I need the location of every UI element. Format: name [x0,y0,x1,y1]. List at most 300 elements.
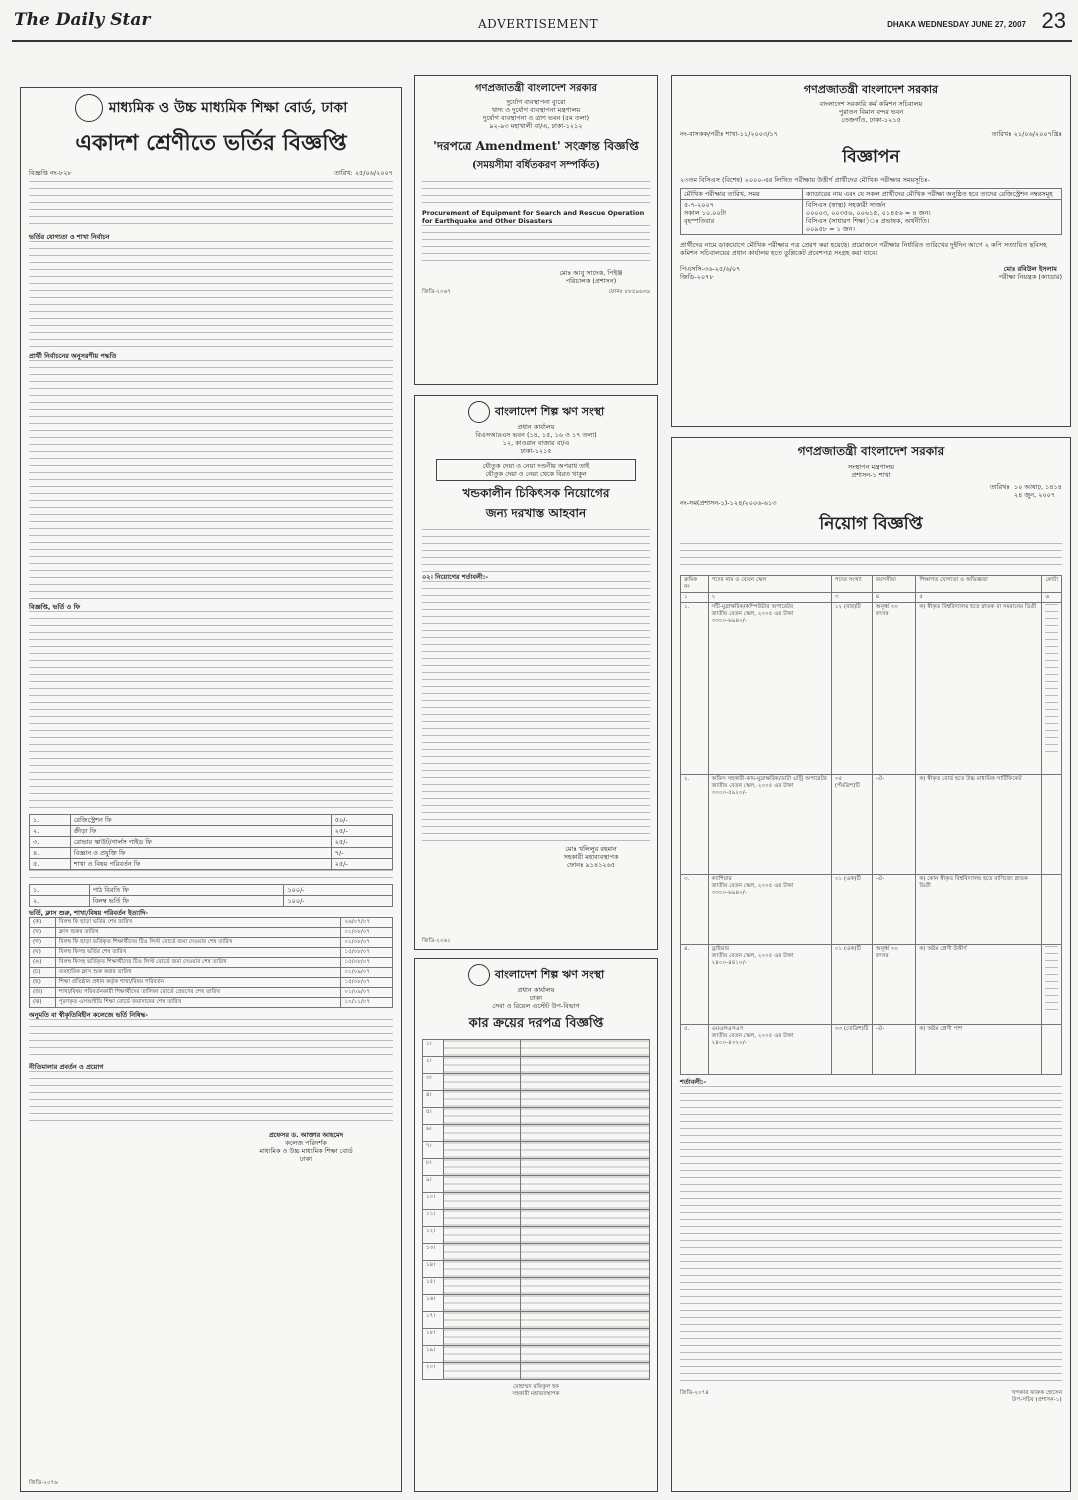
bsrs2-title: কার ক্রয়ের দরপত্র বিজ্ঞপ্তি [468,1016,604,1031]
col-num: ১ [681,593,709,603]
table-row [423,1176,650,1193]
psc-l2: পুরাতন বিমান বন্দর ভবন [838,108,904,116]
table-row [423,1193,650,1210]
date-value: ১৫/০৮/০৭ [341,978,393,988]
post-count: ৩৫ (পঁয়ত্রিশ)টি [831,775,872,875]
date-item: বিলম্ব ফিসহ ভর্তির শেষ তারিখ [55,948,341,958]
board-admission-notice [20,87,402,1492]
fee-amount: ১০০/- [284,896,393,907]
tender-row-detail [521,1295,650,1312]
section-label: ADVERTISEMENT [478,17,599,31]
fee-n: ২. [30,896,90,907]
signer-name: প্রফেসর ড. আক্তার আহমেদ [268,1131,344,1139]
viva-date: ৫-৭-২০০৭ [684,201,715,209]
board-org: মাধ্যমিক ও উচ্চ মাধ্যমিক শিক্ষা বোর্ড, ঢাকা [108,100,348,116]
cadre-1: বিসিএস (স্বাস্থ্য) সহকারী সার্জন [805,201,886,209]
tender-row-n: ১৭। [423,1312,444,1329]
tender-row-item [444,1108,521,1125]
ministry-terms: শর্তাবলী:- [680,1078,707,1086]
bsrs1-body-b [422,581,650,841]
fee-n: ১. [30,885,90,896]
signer-city: ঢাকা [300,1155,312,1163]
fee-amount: ২৫/- [331,837,392,848]
warning-line-1: যৌতুক দেয়া ও নেয়া দণ্ডনীয় অপরাধ তাই [482,462,590,470]
date-n: (ঝ) [30,998,56,1008]
tender-row-item [444,1142,521,1159]
signer-name: মোঃ রবিউল ইসলাম [1003,265,1057,273]
tender-row-item [444,1261,521,1278]
post-qualification: ক) স্বীকৃত বিশ্ববিদ্যালয় হতে স্নাতক বা সমমানের ডিগ্রী [916,603,1042,775]
tender-row-n: ১৬। [423,1295,444,1312]
date-value: ১৫/০৮/০৭ [341,948,393,958]
signer-name: মোঃ খলিলুর রহমান [565,845,617,853]
bsrs1-addr3: ঢাকা-১২১৫ [520,447,552,455]
date-n: (ঙ) [30,958,56,968]
table-row [423,1074,650,1091]
tender-row-n: ১৮। [423,1329,444,1346]
psc-note: প্রার্থীদের নামে ডাকযোগে মৌখিক পরীক্ষার পত্র প্রেরণ করা হয়েছে। প্রয়োজনে পরীক্ষার নির্ধারিত তারিখের দুইদিন আগে ২ কপি সত্যায়িত ছবিসহ কমিশন সচিবালয়ের প্রধান কার্যালয় হতে ডুপ্লিকেট প্রবেশপত্র সংগ্রহ করা যাবে। [680,241,1047,257]
disaster-title: 'দরপত্রে Amendment' সংক্রান্ত বিজ্ঞপ্তি [433,139,639,153]
post-name-cell [708,603,831,775]
signer-phone: ফোনঃ ৯১৪১২৬৫ [566,861,616,869]
table-row [681,775,1062,875]
board-ref: বিজ্ঞপ্তি নং-৮২৮ [29,169,72,177]
post-name: ক্যাশিয়ার [711,876,732,882]
board-section-4: ভর্তি, ক্লাস শুরু, শাখা/বিষয় পরিবর্তন ইত্যাদি- [29,909,149,917]
bsrs2-sub: প্রধান কার্যালয় [517,986,555,994]
bsrs1-conditions: ০২। নিয়োগের শর্তাবলী:- [422,573,489,581]
date-item: শাখা/বিষয় পরিবর্তনকারী শিক্ষার্থীদের তালিকা বোর্ডে প্রেরণের শেষ তারিখ [55,988,341,998]
date-value: ২৬/০৭/০৭ [341,918,393,928]
table-row [30,885,393,896]
post-scale: জাতীয় বেতন স্কেল, ২০০৫ এর টাকা ৩৩০০-৬৯৪০/- [711,611,794,624]
post-n: ২. [681,775,709,875]
fee-amount: ১০০/- [284,885,393,896]
post-qualification: ক) অষ্টম শ্রেণী উত্তীর্ণ [916,945,1042,1025]
dateline: DHAKA WEDNESDAY JUNE 27, 2007 [887,20,1026,29]
post-scale: জাতীয় বেতন স্কেল, ২০০৫ এর টাকা ৩০০০-৫৯২০/- [711,783,794,796]
board-section-5: অনুমতি বা স্বীকৃতিবিহীন কলেজে ভর্তি নিষিদ্ধ- [29,1011,149,1019]
board-date: তারিখ: ২৫/০৬/২০০৭ [334,169,393,177]
fee-item: ক্রীড়া ফি [70,826,331,837]
table-row [423,1261,650,1278]
tender-row-n: ২০। [423,1363,444,1380]
tender-row-detail [521,1244,650,1261]
fee-item: রেজিস্ট্রেশন ফি [70,815,331,826]
ministry-gov: গণপ্রজাতন্ত্রী বাংলাদেশ সরকার [797,444,945,458]
table-row [423,1040,650,1057]
table-row [30,978,393,988]
tender-row-detail [521,1057,650,1074]
psc-ref: নং-বাসকক/পরীঃ শাখা-১১/২০০৩/১৭ [680,130,778,138]
board-section-2: প্রার্থী নির্বাচনের অনুসরণীয় পদ্ধতি [29,352,117,360]
tender-row-detail [521,1227,650,1244]
tender-row-item [444,1244,521,1261]
psc-viva-notice [671,75,1071,427]
fee-item: পাঠ বিরতি ফি [89,885,284,896]
table-row [30,958,393,968]
date-item: ক্লাস শুরুর তারিখ [55,928,341,938]
post-qualification: ক) কোন স্বীকৃত বিশ্ববিদ্যালয় হতে বাণিজ্যে স্নাতক ডিগ্রী [916,875,1042,945]
board-section-5-text [29,1019,393,1061]
bsrs1-sub: প্রধান কার্যালয় [517,423,555,431]
newspaper-header [0,0,1078,40]
table-row [423,1142,650,1159]
bsrs2-name: বাংলাদেশ শিল্প ঋণ সংস্থা [494,967,605,981]
col-header: কোটা [1042,576,1062,593]
table-row [423,1125,650,1142]
cadre-2-numbers: ০০৯৫৮ = ১ জন। [805,225,855,233]
psc-intro: ২৩তম বিসিএস (বিশেষ) ২০০০-এর লিখিত পরীক্ষায় উত্তীর্ণ প্রার্থীদের মৌখিক পরীক্ষার সময়সূচিঃ- [680,176,930,184]
cadre-2: বিসিএস (সাধারণ শিক্ষা)ঃ প্রভাষক, অর্থনীতি। [805,217,930,225]
psc-table [680,188,1062,235]
psc-l1: বাংলাদেশ সরকারি কর্ম কমিশন সচিবালয় [819,100,923,108]
tender-row-n: ১৪। [423,1261,444,1278]
post-age: অনূর্ধ্ব ৩০ বৎসর [872,945,916,1025]
tender-row-n: ৪। [423,1091,444,1108]
tender-row-item [444,1329,521,1346]
tender-row-item [444,1210,521,1227]
date-item: বিলম্ব ফিসহ ভর্তিকৃত শিক্ষার্থীদের টিও লিস্ট বোর্ডে জমা দেওয়ার শেষ তারিখ [55,958,341,968]
warning-line-2: যৌতুক দেয়া ও নেয়া থেকে বিরত থাকুন [485,470,587,478]
dates-table [29,917,393,1008]
tender-row-detail [521,1159,650,1176]
psc-date: তারিখঃ ২১/০৬/২০০৭খ্রিঃ [991,130,1062,138]
tender-row-detail [521,1261,650,1278]
col-num: ৬ [1042,593,1062,603]
psc-th2: ক্যাডারের নাম এবং যে সকল প্রার্থীদের মৌখিক পরীক্ষা অনুষ্ঠিত হবে তাদের রেজিস্ট্রেশন নম্বরসমূহ [802,189,1061,200]
table-row [423,1227,650,1244]
board-section-1-text [29,241,393,349]
psc-title: বিজ্ঞাপন [842,147,900,167]
cadre-1-numbers: ০০০০৩, ০০৩৫৬, ০০৬১৫, ০১৪৫৬ = ৪ জন। [805,209,931,217]
post-name-cell [708,1025,831,1075]
tender-row-item [444,1363,521,1380]
table-row [423,1108,650,1125]
signer-org: মাধ্যমিক ও উচ্চ মাধ্যমিক শিক্ষা বোর্ড [259,1147,353,1155]
tender-row-detail [521,1176,650,1193]
tender-row-n: ৬। [423,1125,444,1142]
bsrs-car-tender [414,958,658,1492]
table-row [423,1091,650,1108]
psc-th1: মৌখিক পরীক্ষার তারিখ, সময় [681,189,803,200]
table-row [681,200,1062,235]
board-seal-icon [75,94,103,122]
date-value: ০১/০৮/০৭ [341,938,393,948]
table-row [423,1329,650,1346]
signer-title: সহকারী মহাব্যবস্থাপক [563,853,619,861]
fee-n: ৫. [30,859,71,870]
date-value: ১০/১১/০৭ [341,998,393,1008]
bsrs1-signature [532,845,650,869]
board-section-1: ভর্তির যোগ্যতা ও শাখা নির্বাচন [29,233,110,241]
tender-row-detail [521,1108,650,1125]
signer-title: কলেজ পরিদর্শক [285,1139,327,1147]
ministry-title: নিয়োগ বিজ্ঞপ্তি [819,514,923,534]
date-n: (চ) [30,968,56,978]
table-row [30,826,393,837]
date-item: বিলম্ব ফি ছাড়া ভর্তির শেষ তারিখ [55,918,341,928]
fee-note-text [29,870,393,884]
disaster-dfp: জিডি-২০৬৭ [422,289,451,295]
post-quota [1042,1025,1062,1075]
table-row [30,848,393,859]
tender-row-detail [521,1312,650,1329]
date-item: পূরণকৃত এসআইডি শিক্ষা বোর্ডে জমাদানের শেষ তারিখ [55,998,341,1008]
tender-row-detail [521,1193,650,1210]
table-row [423,1312,650,1329]
date-item: শিক্ষা প্রতিষ্ঠান প্রধান কর্তৃক শাখা/বিষয় পরিবর্তন [55,978,341,988]
table-row [30,998,393,1008]
post-name-cell [708,945,831,1025]
fee-item: শাখা ও বিষয় পরিবর্তন ফি [70,859,331,870]
board-section-3-text [29,611,393,811]
post-age: অনূর্ধ্ব ৩০ বৎসর [872,603,916,775]
tender-row-n: ৭। [423,1142,444,1159]
tender-row-item [444,1227,521,1244]
tender-row-detail [521,1040,650,1057]
board-section-6-text [29,1071,393,1127]
board-dfp: জিডি-২০৭৬ [29,1480,58,1486]
header-rule [12,40,1072,42]
post-name-cell [708,875,831,945]
board-intro-text [29,181,393,229]
table-row [423,1159,650,1176]
tender-row-item [444,1159,521,1176]
post-count: ০১ (এক)টি [831,875,872,945]
table-row [681,1025,1062,1075]
fee-n: ২. [30,826,71,837]
tender-row-n: ১। [423,1040,444,1057]
psc-row-cadre [802,200,1061,235]
viva-time: সকাল ১০.০০টা [684,209,727,217]
bsrs1-name: বাংলাদেশ শিল্প ঋণ সংস্থা [494,404,605,418]
bsrs1-title-2: জন্য দরখাস্ত আহবান [485,506,587,520]
table-row [30,988,393,998]
ministry-recruitment-notice [671,437,1071,1492]
post-quota [1042,775,1062,875]
post-scale: জাতীয় বেতন স্কেল, ২০০৫ এর টাকা ২৪০০-৪৩২০/- [711,1033,794,1046]
ministry-date-bangla: ১০ আষাঢ়, ১৪১৪ [1013,483,1062,491]
table-row [30,918,393,928]
tender-row-n: ১১। [423,1210,444,1227]
ministry-date-label: তারিখঃ [989,483,1010,491]
tender-row-item [444,1074,521,1091]
date-value: ০১/০৯/০৭ [341,988,393,998]
dowry-warning [436,459,636,481]
tender-row-item [444,1278,521,1295]
date-n: (ছ) [30,978,56,988]
post-scale: জাতীয় বেতন স্কেল, ২০০৫ এর টাকা ২৪০০-৪৪১০/- [711,953,794,966]
signer-name: মোঃ আবু সাদেক, পিইঞ্জ [559,269,623,277]
post-count: ১২ (বার)টি [831,603,872,775]
post-n: ৪. [681,945,709,1025]
fee-amount: ২৫/- [331,826,392,837]
disaster-l4: ৯২-৯৩ মহাখালী বা/এ, ঢাকা-১২১২ [489,122,583,130]
tender-row-n: ৮। [423,1159,444,1176]
tender-row-n: ১৫। [423,1278,444,1295]
tender-row-n: ১৩। [423,1244,444,1261]
post-age: -ঐ- [872,775,916,875]
fee-amount: ২৫/- [331,859,392,870]
date-n: (ঘ) [30,948,56,958]
fee-item: বিজ্ঞান ও প্রযুক্তি ফি [70,848,331,859]
disaster-amendment-notice [414,75,658,385]
tender-row-detail [521,1278,650,1295]
disaster-subtitle: (সময়সীমা বর্ধিতকরণ সম্পর্কিত) [471,160,601,171]
table-row [681,189,1062,200]
table-row [423,1346,650,1363]
tender-row-n: ১০। [423,1193,444,1210]
signer-name: মোহাম্মদ রফিকুল হক [513,1384,559,1390]
tender-row-n: ১৯। [423,1346,444,1363]
post-name: ড্রাইভার [711,946,730,952]
disaster-body-a [422,181,650,209]
tender-row-item [444,1193,521,1210]
post-count: ৩৩ (তেত্রিশ)টি [831,1025,872,1075]
bsrs2-city: ঢাকা [530,994,542,1002]
fee-item: বিলম্ব ভর্তি ফি [89,896,284,907]
post-age: -ঐ- [872,1025,916,1075]
post-scale: জাতীয় বেতন স্কেল, ২০০৫ এর টাকা ৩৩০০-৬৯৪০/- [711,883,794,896]
signer-title: সহকারী মহাব্যবস্থাপক [512,1391,560,1397]
col-header: পদের নাম ও বেতন স্কেল [708,576,831,593]
table-row [681,945,1062,1025]
bsrs1-title-1: খন্ডকালীন চিকিৎসক নিয়োগের [462,486,610,500]
post-quota [1042,945,1062,1025]
date-value: ০১/০৮/০৭ [341,928,393,938]
disaster-body-b [422,225,650,263]
table-row [423,1278,650,1295]
tender-row-n: ২। [423,1057,444,1074]
table-row [681,875,1062,945]
signer-name: খন্দকার ফারুক হোসেন [1011,1390,1062,1396]
psc-row-date [681,200,803,235]
fee-amount: ৫০/- [331,815,392,826]
psc-gov: গণপ্রজাতন্ত্রী বাংলাদেশ সরকার [803,83,939,96]
col-header: ক্রমিক নং [681,576,709,593]
board-title: একাদশ শ্রেণীতে ভর্তির বিজ্ঞপ্তি [75,130,347,156]
date-item: বিলম্ব ফি ছাড়া ভর্তিকৃত শিক্ষার্থীদের টিও লিস্ট বোর্ডে জমা দেওয়ার শেষ তারিখ [55,938,341,948]
tender-row-detail [521,1091,650,1108]
tender-row-detail [521,1125,650,1142]
table-row [30,968,393,978]
table-row [30,896,393,907]
post-n: ১. [681,603,709,775]
board-section-3: বিজ্ঞপ্তি, ভর্তি ও ফি [29,603,81,611]
ministry-ref: নং-সম(প্রশাসন-১)-১২৪/২০০৬-৬১৩ [680,499,777,507]
tender-row-item [444,1040,521,1057]
date-n: (ক) [30,918,56,928]
bsrs2-dept: সেবা ও রিয়েল এস্টেট উপ-বিভাগ [492,1002,580,1010]
disaster-l1: দুর্যোগ ব্যবস্থাপনা ব্যুরো [506,98,566,106]
board-signature [219,1131,393,1163]
post-qualification: ক) অষ্টম শ্রেণী পাশ [916,1025,1042,1075]
tender-row-item [444,1057,521,1074]
tender-row-detail [521,1074,650,1091]
bsrs-logo-icon [468,964,490,986]
fee2-table [29,884,393,907]
disaster-signature [532,269,650,285]
psc-pid: পিএসসি-৩৬-২৫/৬/০৭ [680,265,741,273]
post-n: ৩. [681,875,709,945]
col-header: শিক্ষাগত যোগ্যতা ও অভিজ্ঞতা [916,576,1042,593]
ministry-terms-text [680,1086,1062,1386]
tender-row-item [444,1346,521,1363]
ministry-l2: প্রশাসন-১ শাখা [851,471,891,479]
post-n: ৫. [681,1025,709,1075]
table-row [30,928,393,938]
tender-row-n: ৫। [423,1108,444,1125]
psc-dfp: জিডি-২০৭৮ [680,273,714,281]
date-item: ব্যবহারিক ক্লাস শুরু করার তারিখ [55,968,341,978]
psc-l3: তেজগাঁও, ঢাকা-১২১৫ [841,116,901,124]
board-section-2-text [29,360,393,600]
table-header-row [681,593,1062,603]
post-count: ০১ (এক)টি [831,945,872,1025]
post-name: এমএলএসএস [711,1026,744,1032]
date-n: (গ) [30,938,56,948]
date-n: (খ) [30,928,56,938]
tender-row-item [444,1091,521,1108]
disaster-project-name: Procurement of Equipment for Search and Rescue Operation for Earthquake and Other Disasters [422,209,645,225]
tender-row-detail [521,1329,650,1346]
table-row [423,1244,650,1261]
date-n: (জ) [30,988,56,998]
table-row [30,938,393,948]
bsrs1-dfp: জিডি-২০৬১ [422,938,451,944]
tender-row-detail [521,1363,650,1380]
bsrs1-body-a [422,529,650,573]
col-num: ২ [708,593,831,603]
table-row [423,1363,650,1380]
tender-row-item [444,1176,521,1193]
fee-n: ৩. [30,837,71,848]
fee-table [29,814,393,870]
table-row [681,603,1062,775]
post-name: অফিস সহকারী-কাম-মুদ্রাক্ষরিক/ডাটা এন্ট্রি অপারেটর [711,776,827,782]
tender-row-item [444,1312,521,1329]
board-section-6: নীতিমালার প্রবর্তন ও প্রয়োগ [29,1063,104,1071]
tender-row-item [444,1295,521,1312]
table-row [30,859,393,870]
table-row [30,837,393,848]
post-quota [1042,603,1062,775]
post-qualification: ক) স্বীকৃত বোর্ড হতে উচ্চ মাধ্যমিক সার্টিফিকেট [916,775,1042,875]
disaster-l3: দুর্যোগ ব্যবস্থাপনা ও ত্রাণ ভবন (৫ম তলা) [482,114,590,122]
bsrs1-addr1: বিএসআরএস ভবন (১৪, ১৫, ১৬ ও ১৭ তলা) [475,431,597,439]
disaster-phone: ফোনঃ ৮৮৫৯৬৩৬ [608,289,650,295]
viva-day: বৃহস্পতিবার [684,217,715,225]
bsrs2-signature [422,1384,650,1398]
bsrs-logo-icon [468,401,490,423]
table-row [30,948,393,958]
tender-row-detail [521,1346,650,1363]
table-row [423,1057,650,1074]
disaster-gov: গণপ্রজাতন্ত্রী বাংলাদেশ সরকার [475,83,597,94]
posts-table [680,575,1062,1075]
post-name-cell [708,775,831,875]
disaster-l2: খাদ্য ও দুর্যোগ ব্যবস্থাপনা মন্ত্রণালয় [491,106,581,114]
tender-row-item [444,1125,521,1142]
ministry-dfp: জিডি-২০৭৪ [680,1390,709,1396]
col-num: ৩ [831,593,872,603]
bsrs-doctor-notice [414,395,658,950]
tender-row-n: ৩। [423,1074,444,1091]
col-header: বয়সসীমা [872,576,916,593]
table-row [30,815,393,826]
ministry-l1: সংস্থাপন মন্ত্রণালয় [847,463,895,471]
